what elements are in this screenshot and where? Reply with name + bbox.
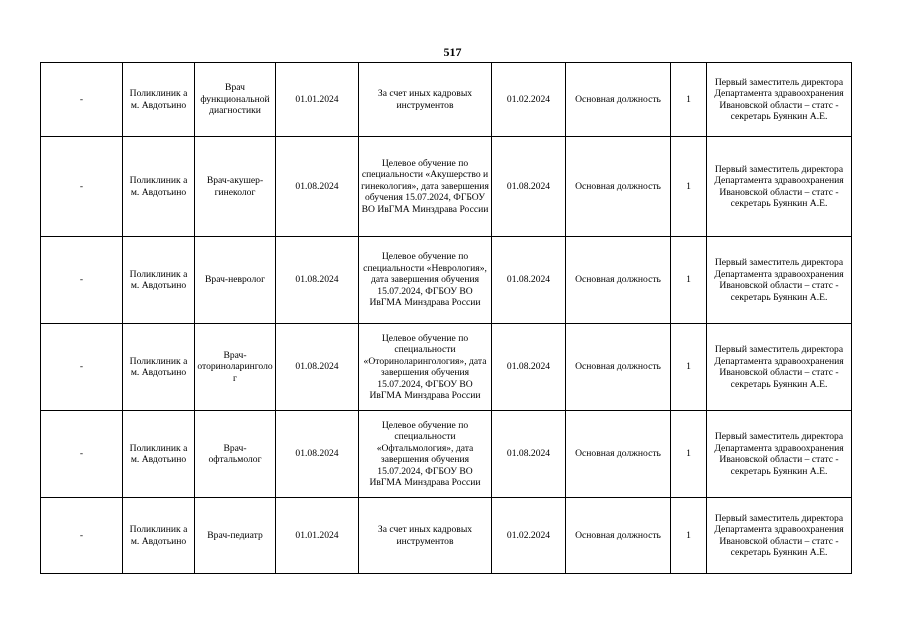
table-row [41, 237, 852, 324]
position-type-cell: Основная должность [566, 63, 671, 137]
end-date-cell: 01.02.2024 [492, 63, 566, 137]
count-cell: 1 [671, 411, 707, 498]
source-cell: Целевое обучение по специальности «Оториноларингология», дата завершения обучения 15.07.2024, ФГБОУ ВО ИвГМА Минздрава России [359, 324, 492, 411]
row-dash-cell: - [41, 324, 123, 411]
count-cell: 1 [671, 137, 707, 237]
start-date-cell: 01.01.2024 [276, 498, 359, 574]
institution-cell: Поликлиник а м. Авдотьино [123, 137, 195, 237]
source-cell: Целевое обучение по специальности «Неврология», дата завершения обучения 15.07.2024, ФГБОУ ВО ИвГМА Минздрава России [359, 237, 492, 324]
responsible-official-cell: Первый заместитель директора Департамента здравоохранения Ивановской области – статс - секретарь Буянкин А.Е. [707, 411, 852, 498]
end-date-cell: 01.08.2024 [492, 324, 566, 411]
count-cell: 1 [671, 237, 707, 324]
position-cell: Врач-акушер-гинеколог [195, 137, 276, 237]
position-type-cell: Основная должность [566, 324, 671, 411]
position-type-cell: Основная должность [566, 498, 671, 574]
page-number: 517 [443, 45, 462, 59]
table-row [41, 63, 852, 137]
count-cell: 1 [671, 63, 707, 137]
count-cell: 1 [671, 324, 707, 411]
start-date-cell: 01.08.2024 [276, 411, 359, 498]
start-date-cell: 01.08.2024 [276, 137, 359, 237]
end-date-cell: 01.08.2024 [492, 137, 566, 237]
start-date-cell: 01.08.2024 [276, 324, 359, 411]
row-dash-cell: - [41, 498, 123, 574]
start-date-cell: 01.08.2024 [276, 237, 359, 324]
count-cell: 1 [671, 498, 707, 574]
position-cell: Врач-педиатр [195, 498, 276, 574]
responsible-official-cell: Первый заместитель директора Департамента здравоохранения Ивановской области – статс - секретарь Буянкин А.Е. [707, 237, 852, 324]
source-cell: Целевое обучение по специальности «Акушерство и гинекология», дата завершения обучения 15.07.2024, ФГБОУ ВО ИвГМА Минздрава России [359, 137, 492, 237]
row-dash-cell: - [41, 411, 123, 498]
responsible-official-cell: Первый заместитель директора Департамента здравоохранения Ивановской области – статс - секретарь Буянкин А.Е. [707, 498, 852, 574]
table-row [41, 137, 852, 237]
institution-cell: Поликлиник а м. Авдотьино [123, 411, 195, 498]
responsible-official-cell: Первый заместитель директора Департамента здравоохранения Ивановской области – статс - секретарь Буянкин А.Е. [707, 137, 852, 237]
position-type-cell: Основная должность [566, 137, 671, 237]
position-cell: Врач функциональной диагностики [195, 63, 276, 137]
responsible-official-cell: Первый заместитель директора Департамента здравоохранения Ивановской области – статс - секретарь Буянкин А.Е. [707, 63, 852, 137]
start-date-cell: 01.01.2024 [276, 63, 359, 137]
row-dash-cell: - [41, 63, 123, 137]
row-dash-cell: - [41, 137, 123, 237]
position-type-cell: Основная должность [566, 411, 671, 498]
position-type-cell: Основная должность [566, 237, 671, 324]
end-date-cell: 01.02.2024 [492, 498, 566, 574]
position-cell: Врач-офтальмолог [195, 411, 276, 498]
institution-cell: Поликлиник а м. Авдотьино [123, 324, 195, 411]
position-cell: Врач-невролог [195, 237, 276, 324]
position-cell: Врач-оториноларинголог [195, 324, 276, 411]
table-row [41, 411, 852, 498]
end-date-cell: 01.08.2024 [492, 237, 566, 324]
end-date-cell: 01.08.2024 [492, 411, 566, 498]
row-dash-cell: - [41, 237, 123, 324]
vacancy-table [40, 62, 852, 574]
institution-cell: Поликлиник а м. Авдотьино [123, 498, 195, 574]
source-cell: За счет иных кадровых инструментов [359, 498, 492, 574]
source-cell: За счет иных кадровых инструментов [359, 63, 492, 137]
table-row [41, 324, 852, 411]
responsible-official-cell: Первый заместитель директора Департамента здравоохранения Ивановской области – статс - секретарь Буянкин А.Е. [707, 324, 852, 411]
institution-cell: Поликлиник а м. Авдотьино [123, 237, 195, 324]
institution-cell: Поликлиник а м. Авдотьино [123, 63, 195, 137]
source-cell: Целевое обучение по специальности «Офтальмология», дата завершения обучения 15.07.2024, ФГБОУ ВО ИвГМА Минздрава России [359, 411, 492, 498]
table-row [41, 498, 852, 574]
